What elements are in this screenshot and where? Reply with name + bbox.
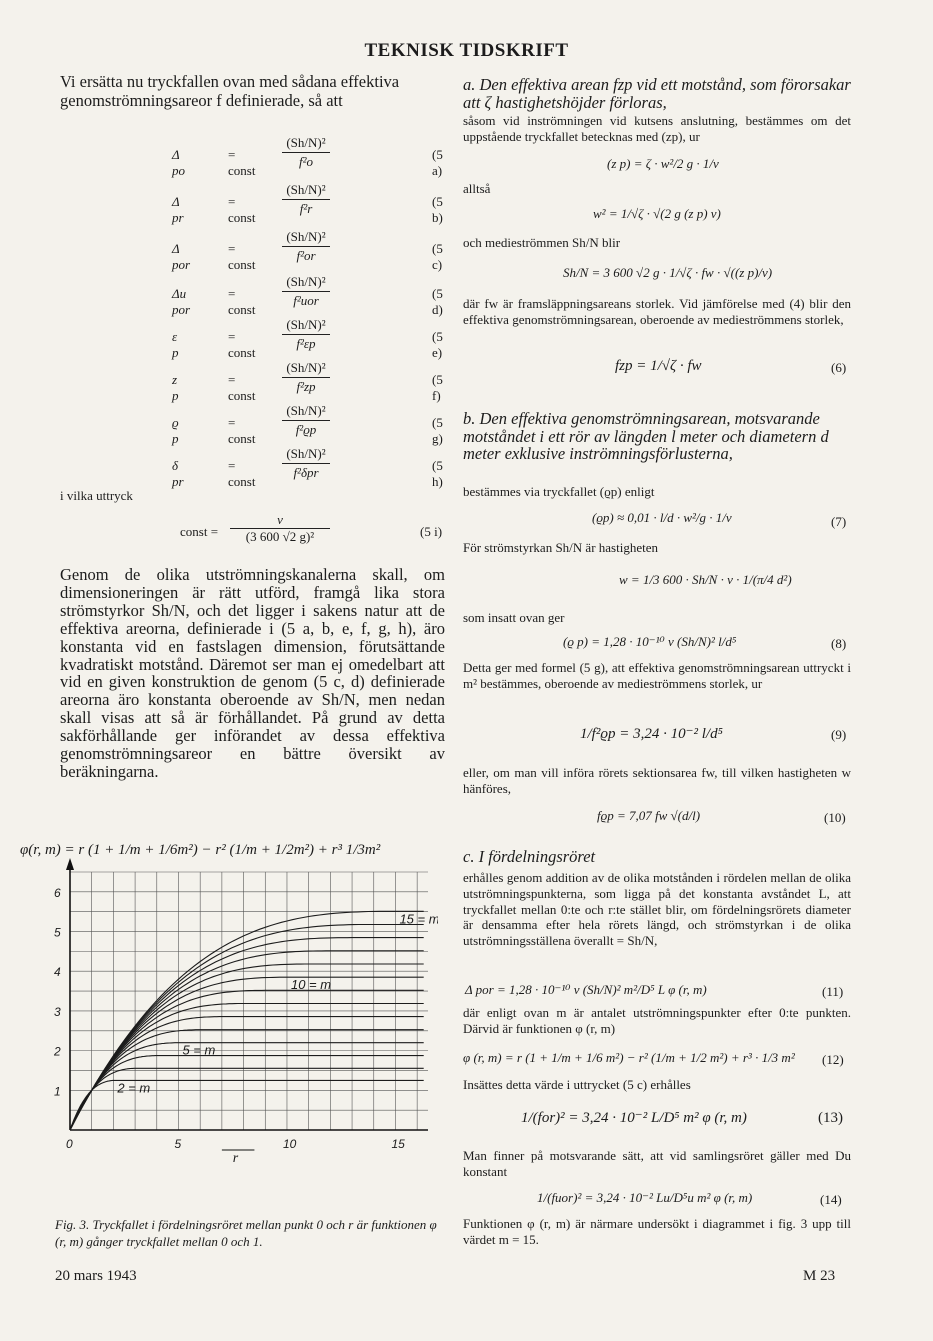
series-label: 5 = m	[182, 1042, 216, 1058]
equation-5i	[180, 512, 450, 560]
footer-date: 20 mars 1943	[55, 1268, 137, 1284]
section-c-text-5: Funktionen φ (r, m) är närmare undersökt i diagrammet i fig. 3 upp till värdet m = 15.	[463, 1216, 851, 1247]
fraction-denominator: (3 600 √2 g)²	[245, 529, 315, 544]
section-b-text-5: eller, om man vill införa rörets sektionsarea fw, till vilken hastigheten w hänföres,	[463, 765, 851, 796]
section-a-text-1: såsom vid inströmningen vid kutsens anslutning, bestämmes om det uppstående tryckfallet betecknas med (zp), ur	[463, 113, 851, 144]
formula-12: φ (r, m) = r (1 + 1/m + 1/6 m²) − r² (1/m + 1/2 m²) + r³ · 1/3 m²	[463, 1050, 795, 1065]
section-c-heading: c. I fördelningsröret	[463, 847, 596, 866]
fraction-denominator: f²o	[298, 154, 313, 169]
x-axis-label: r	[232, 1151, 239, 1166]
equation-const: = const	[228, 194, 256, 225]
figure-3-chart	[18, 832, 438, 1202]
where-label: i vilka uttryck	[60, 488, 133, 503]
fraction-numerator: (Sh/N)²	[282, 360, 330, 378]
equation-lhs: Δ por	[172, 241, 191, 272]
figure-caption: Fig. 3. Tryckfallet i fördelningsröret mellan punkt 0 och r är funktionen φ (r, m) gånger tryckfallet mellan 0 och 1.	[55, 1217, 437, 1249]
section-a-heading: a. Den effektiva arean fzp vid ett motstånd, som förorsakar att ζ hastighetshöjder förloras,	[463, 75, 851, 112]
equation-fraction	[282, 135, 330, 170]
formula-7: (ϱp) ≈ 0,01 · l/d · w²/g · 1/v	[592, 510, 732, 525]
fraction-numerator: (Sh/N)²	[282, 274, 330, 292]
equation-const: = const	[228, 415, 256, 446]
equation-tag-11: (11)	[822, 984, 844, 999]
equation-tag-9: (9)	[831, 727, 847, 742]
fraction-denominator: f²uor	[293, 293, 319, 308]
formula-11: Δ por = 1,28 · 10⁻¹⁰ v (Sh/N)² m²/D⁵ L φ (r, m)	[465, 982, 707, 997]
fraction-denominator: f²ϱp	[295, 422, 317, 437]
equation-fraction	[282, 274, 330, 309]
chart-svg	[18, 832, 438, 1202]
y-tick-label: 3	[54, 1004, 61, 1019]
series-label: 2 = m	[117, 1080, 151, 1096]
section-b-text-3: som insatt ovan ger	[463, 610, 565, 625]
fraction-denominator: f²zp	[296, 379, 316, 394]
equation-const: = const	[228, 147, 256, 178]
equation-fraction	[282, 403, 330, 438]
equation-tag-7: (7)	[831, 514, 847, 529]
series-line-m15	[70, 911, 424, 1130]
equation-fraction	[282, 182, 330, 217]
series-line-m14	[70, 925, 424, 1131]
series-label: 10 = m	[290, 977, 332, 993]
formula-9: 1/f²ϱp = 3,24 · 10⁻² l/d⁵	[580, 726, 723, 742]
equation-const: = const	[228, 372, 256, 403]
section-b-text-2: För strömstyrkan Sh/N är hastigheten	[463, 540, 658, 555]
equation-tag: (5 g)	[432, 415, 443, 446]
journal-masthead: TEKNISK TIDSKRIFT	[364, 40, 569, 61]
equation-tag: (5 f)	[432, 372, 443, 403]
equation-const: = const	[228, 286, 256, 317]
equation-fraction	[282, 229, 330, 264]
section-c-text-1: erhålles genom addition av de olika motstånden i rördelen mellan de olika utströmningspunkterna, som ligga på det konstanta avståndet L, att tryckfallet mellan 0:te och r:te stället blir, om fördelningsrörets diameter är densamma efter hela rörets längd, och strömstyrkan i de olika utströmningsställena överallt = Sh/N,	[463, 870, 851, 949]
fraction-denominator: f²δpr	[293, 465, 319, 480]
formula-w2: w² = 1/√ζ · √(2 g (z p) v)	[593, 206, 721, 221]
equation-tag: (5 c)	[432, 241, 443, 272]
y-tick-label: 4	[54, 965, 61, 980]
footer-page-number: M 23	[803, 1268, 836, 1284]
section-a-text-2: och medieströmmen Sh/N blir	[463, 235, 621, 250]
section-a-text-3: där fw är framsläppningsareans storlek. Vid jämförelse med (4) blir den effektiva genomströmningsarean, oberoende av medieströmmens storlek,	[463, 296, 851, 327]
y-axis-arrow	[66, 858, 74, 870]
chart-title: φ(r, m) = r (1 + 1/m + 1/6m²) − r² (1/m + 1/2m²) + r³ 1/3m²	[20, 842, 381, 858]
equation-fraction	[230, 512, 330, 545]
equation-tag: (5 e)	[432, 329, 443, 360]
equation-lhs: const =	[180, 524, 219, 539]
fraction-numerator: (Sh/N)²	[282, 403, 330, 421]
x-tick-label: 10	[282, 1137, 297, 1151]
series-line-m13	[70, 938, 424, 1130]
series-line-m9	[70, 990, 424, 1130]
equation-tag: (5 d)	[432, 286, 443, 317]
fraction-numerator: v	[230, 512, 330, 529]
section-b-text-1: bestämmes via tryckfallet (ϱp) enligt	[463, 484, 655, 499]
formula-14: 1/(fuor)² = 3,24 · 10⁻² Lu/D⁵u m² φ (r, m)	[537, 1190, 753, 1205]
equation-lhs: Δ po	[172, 147, 185, 178]
formula-zp: (z p) = ζ · w²/2 g · 1/v	[607, 156, 719, 171]
equation-fraction	[282, 360, 330, 395]
fraction-numerator: (Sh/N)²	[282, 182, 330, 200]
main-paragraph: Genom de olika utströmningskanalerna skall, om dimensioneringen är rätt utförd, framgå lika stora strömstyrkor Sh/N, och det ligger i sakens natur att de effektiva areorna, definierade i (5 a, b, e, f, g, h), äro konstanta vid en fastslagen dimension, förutsättande kvadratiskt motstånd. Däremot ser man ej omedelbart att vid en given konstruktion de genom (5 c, d) definierade areorna äro konstanta oberoende av Sh/N, men nedan skall visas att så är förhållandet. På grund av detta sakförhållande ger införandet av dessa effektiva genomströmningsareor en bättre översikt av beräkningarna.	[60, 565, 445, 781]
formula-6: fzp = 1/√ζ · fw	[615, 358, 702, 374]
x-tick-label: 5	[174, 1137, 182, 1151]
equation-block-5	[172, 135, 462, 515]
x-tick-label: 0	[66, 1137, 73, 1151]
fraction-numerator: (Sh/N)²	[282, 446, 330, 464]
equation-lhs: Δu por	[172, 286, 191, 317]
text-alltsa: alltså	[463, 181, 491, 196]
equation-const: = const	[228, 241, 256, 272]
fraction-denominator: f²or	[296, 248, 316, 263]
section-c-text-3: Insättes detta värde i uttrycket (5 c) erhålles	[463, 1077, 691, 1092]
equation-lhs: Δ pr	[172, 194, 184, 225]
equation-tag: (5 b)	[432, 194, 443, 225]
equation-const: = const	[228, 458, 256, 489]
fraction-denominator: f²r	[299, 201, 313, 216]
equation-tag-6: (6)	[831, 360, 847, 375]
fraction-denominator: f²εp	[296, 336, 316, 351]
formula-8: (ϱ p) = 1,28 · 10⁻¹⁰ v (Sh/N)² l/d⁵	[563, 634, 737, 649]
y-tick-label: 2	[54, 1044, 61, 1059]
x-tick-label: 15	[391, 1137, 405, 1151]
fraction-numerator: (Sh/N)²	[282, 317, 330, 335]
equation-lhs: ε p	[172, 329, 179, 360]
equation-const: = const	[228, 329, 256, 360]
equation-lhs: δ pr	[172, 458, 184, 489]
equation-lhs: ϱ p	[172, 415, 179, 446]
series-line-m3	[70, 1068, 424, 1130]
equation-tag-8: (8)	[831, 636, 847, 651]
equation-fraction	[282, 317, 330, 352]
y-tick-label: 5	[54, 925, 61, 940]
equation-lhs: z p	[172, 372, 179, 403]
series-line-m7	[70, 1017, 424, 1130]
equation-tag-12: (12)	[822, 1052, 844, 1067]
intro-paragraph: Vi ersätta nu tryckfallen ovan med sådana effektiva genomströmningsareor f definierade, så att	[60, 72, 400, 110]
equation-tag-10: (10)	[824, 810, 846, 825]
equation-tag: (5 h)	[432, 458, 443, 489]
fraction-numerator: (Sh/N)²	[282, 135, 330, 153]
fraction-numerator: (Sh/N)²	[282, 229, 330, 247]
section-c-text-2: där enligt ovan m är antalet utströmningspunkter efter 0:te punkten. Därvid är funktionen φ (r, m)	[463, 1005, 851, 1036]
y-tick-label: 6	[54, 885, 61, 900]
section-c-text-4: Man finner på motsvarande sätt, att vid samlingsröret gäller med Du konstant	[463, 1148, 851, 1179]
series-line-m8	[70, 1004, 424, 1131]
equation-tag: (5 i)	[420, 524, 443, 539]
section-b-text-4: Detta ger med formel (5 g), att effektiva genomströmningsarean uttryckt i m² bestämmes, oberoende av medieströmmens storlek, ur	[463, 660, 851, 691]
y-tick-label: 1	[54, 1084, 61, 1099]
equation-tag-13: (13)	[818, 1110, 843, 1126]
series-label: 15 = m	[399, 911, 438, 927]
equation-fraction	[282, 446, 330, 481]
formula-13: 1/(for)² = 3,24 · 10⁻² L/D⁵ m² φ (r, m)	[521, 1110, 747, 1126]
equation-tag: (5 a)	[432, 147, 443, 178]
formula-sh-n: Sh/N = 3 600 √2 g · 1/√ζ · fw · √((z p)/v)	[563, 265, 773, 280]
equation-tag-14: (14)	[820, 1192, 842, 1207]
formula-w: w = 1/3 600 · Sh/N · v · 1/(π/4 d²)	[619, 572, 792, 587]
section-b-heading: b. Den effektiva genomströmningsarean, motsvarande motståndet i ett rör av längden l meter och diametern d meter exklusive inströmningsförlusterna,	[463, 409, 829, 463]
formula-10: fϱp = 7,07 fw √(d/l)	[597, 808, 701, 823]
